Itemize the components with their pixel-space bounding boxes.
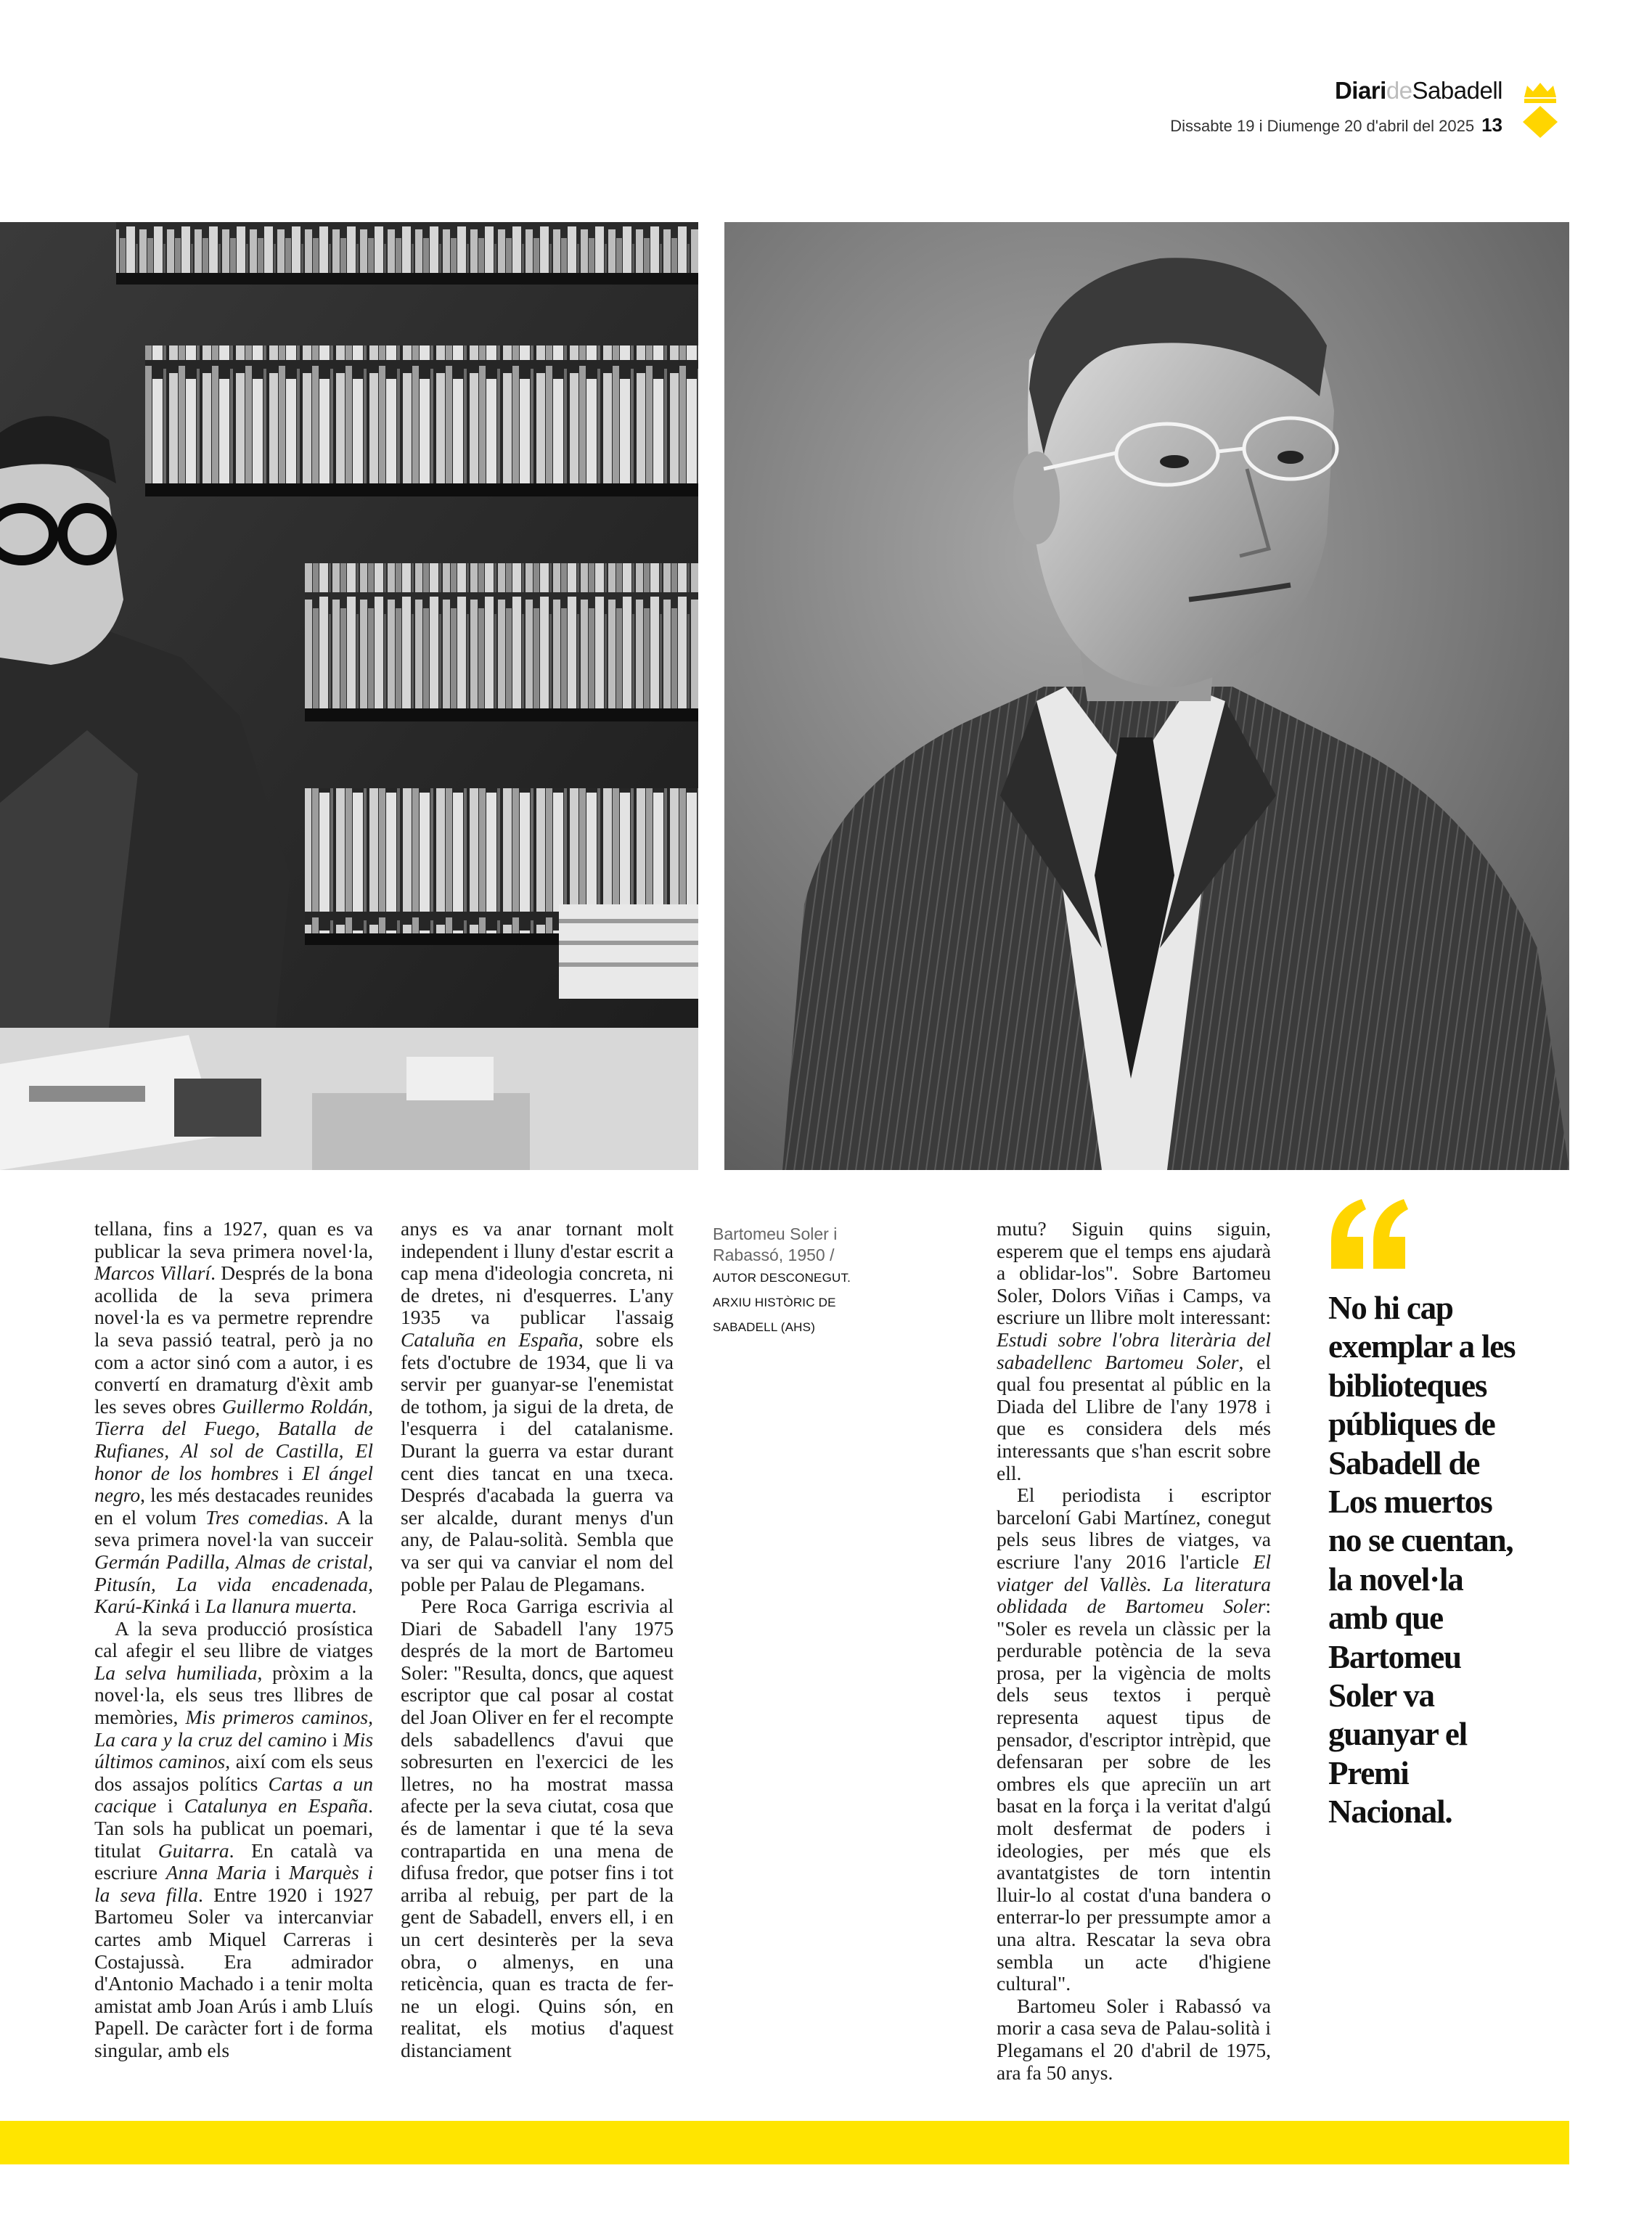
opening-quote-icon xyxy=(1328,1196,1410,1272)
dateline xyxy=(1170,114,1502,136)
photo-writer-at-desk-with-books xyxy=(0,222,698,1170)
article-paragraph: Bartomeu Soler i Rabassó va morir a casa seva de Palau-solità i Plegamans el 20 d'abril de 1975, ara fa 50 anys. xyxy=(997,1994,1271,2084)
article-paragraph: tellana, fins a 1927, quan es va publicar la seva primera novel·la, Marcos Villarí. Després de la bona acollida de la seva primera novel·la es va permetre reprendre la seva passió teatral, però ja no com a actor sinó com a autor, i es convertí en dramaturg d'èxit amb les seves obres Guillermo Roldán, Tierra del Fuego, Batalla de Rufianes, Al sol de Castilla, El honor de los hombres i El ángel negro, les més destacades reunides en el volum Tres comedias. A la seva primera novel·la van succeir Germán Padilla, Almas de cristal, Pitusín, La vida encadenada, Karú-Kinká i La llanura muerta. xyxy=(94,1217,374,1618)
page-number: 13 xyxy=(1481,114,1502,136)
photo-writer-at-desk xyxy=(0,222,698,1170)
footer-accent-band xyxy=(0,2121,1569,2164)
brand-part-diari: Diari xyxy=(1334,77,1386,104)
brand-part-sabadell: Sabadell xyxy=(1412,77,1502,104)
caption-text: Bartomeu Soler i Rabassó, 1950 / xyxy=(713,1224,838,1264)
article-column-1 xyxy=(94,1218,373,2062)
article-paragraph: mutu? Siguin quins siguin, esperem que el temps ens ajudarà a oblidar-los". Sobre Bartomeu Soler, Dolors Viñas i Camps, va escriure un llibre molt interessant: Estudi sobre l'obra literària del sabadellenc Bartomeu Soler, el qual fou presentat al públic en la Diada del Llibre de l'any 1978 i que es considera dels més interessants que s'han escrit sobre ell. xyxy=(997,1217,1271,1484)
article-paragraph: A la seva producció prosística cal afegir el seu llibre de viatges La selva humiliada, pròxim a la novel·la, els seus tres llibres de memòries, Mis primeros caminos, La cara y la cruz del camino i Mis últimos caminos, així com els seus dos assajos polítics Cartas a un cacique i Catalunya en España. Tan sols ha publicat un poemari, titulat Guitarra. En català va escriure Anna Maria i Marquès i la seva filla. Entre 1920 i 1927 Bartomeu Soler va intercanviar cartes amb Miquel Carreras i Costajussà. Era admirador d'Antonio Machado i a tenir molta amistat amb Joan Arús i amb Lluís Papell. De caràcter fort i de forma singular, amb els xyxy=(94,1616,374,2061)
caption-credit: AUTOR DESCONEGUT. ARXIU HISTÒRIC DE SABADELL (AHS) xyxy=(713,1271,851,1334)
article-column-2 xyxy=(401,1218,674,2062)
photo-portrait xyxy=(724,222,1569,1170)
article-paragraph: Pere Roca Garriga escrivia al Diari de Sabadell l'any 1975 després de la mort de Bartomeu Soler: "Resulta, doncs, que aquest escriptor que cal posar al costat del Joan Oliver en fer el recompte dels sabadellencs d'avui que sobresurten en l'exercici de les lletres, no ha mostrat massa afecte per la seva ciutat, cosa que és de lamentar i que té la seva contrapartida en una mena de difusa fredor, que potser fins i tot arriba al rebuig, per part de la gent de Sabadell, envers ell, i en un cert desinterès per la seva obra, o almenys, en una reticència, quan es tracta de fer-ne un elogi. Quins són, en realitat, els motius d'aquest distanciament xyxy=(401,1595,674,2061)
article-paragraph: El periodista i escriptor barceloní Gabi Martínez, conegut pels seus libres de viatges, va escriure l'any 2016 l'article El viatger del Vallès. La literatura oblidada de Bartomeu Soler: "Soler es revela un clàssic per la perdurable potència de la seva prosa, per la vigència de molts dels seus textos i perquè representa aquest tipus de pensador, d'escriptor intrèpid, que defensaran per sobre de les ombres els que apreciïn un art basat en la força i la veritat d'algú molt desfermat de poders i ideologies, per més que els avantatgistes de torn intentin lluir-lo al costat d'una bandera o enterrar-lo per pressumpte amor a una altra. Rescatar la seva obra sembla un acte d'higiene cultural". xyxy=(997,1484,1271,1995)
masthead xyxy=(1170,78,1502,136)
article-paragraph: anys es va anar tornant molt independent i lluny d'estar escrit a cap mena d'ideologia concreta, ni de dretes, ni d'esquerres. L'any 1935 va publicar l'assaig Cataluña en España, sobre els fets d'octubre de 1934, que li va servir per guanyar-se l'enemistat de tothom, ja sigui de la dreta, de l'esquerra i del catalanisme. Durant la guerra va estar durant cent dies tancat en una txeca. Després d'acabada la guerra va ser alcalde, durant menys d'un any, de Palau-solità. Sembla que va ser qui va canviar el nom del poble per Palau de Plegamans. xyxy=(401,1217,674,1595)
pull-quote: No hi cap exemplar a les biblioteques públiques de Sabadell de Los muertos no se cuentan, la novel·la amb que Bartomeu Soler va guanyar el Premi Nacional. xyxy=(1328,1290,1516,1831)
photo-portrait-man-with-glasses xyxy=(724,222,1569,1170)
issue-date: Dissabte 19 i Diumenge 20 d'abril del 2025 xyxy=(1170,117,1475,135)
sabadell-crown-diamond-icon xyxy=(1520,81,1561,139)
photo-caption xyxy=(713,1224,887,1340)
brand-part-de: de xyxy=(1386,77,1412,104)
article-column-3 xyxy=(997,1218,1271,2084)
publication-brand xyxy=(1170,78,1502,102)
